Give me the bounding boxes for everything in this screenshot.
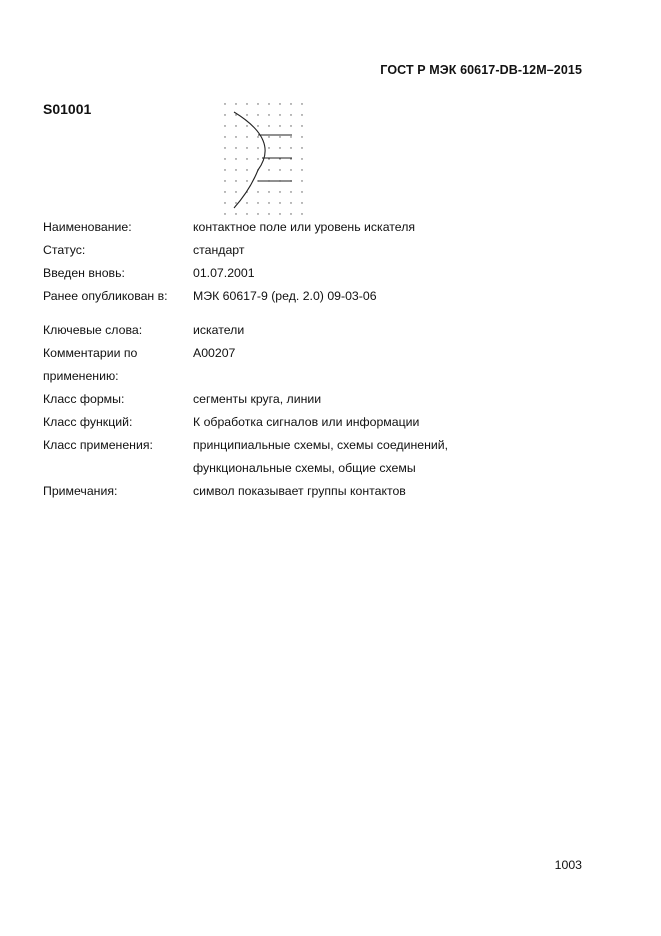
grid-dot [246,213,247,214]
field-comments [43,342,603,388]
grid-dot [224,114,225,115]
grid-dot [257,103,258,104]
grid-dot [235,136,236,137]
field-value: стандарт [193,243,245,257]
grid-dot [224,169,225,170]
grid-dot [246,202,247,203]
grid-dot [279,202,280,203]
grid-dot [279,191,280,192]
field-label [43,342,193,388]
grid-dot [224,213,225,214]
field-label: Примечания: [43,484,118,498]
grid-dot [224,180,225,181]
field-value-line: функциональные схемы, общие схемы [193,461,416,475]
grid-dot [301,191,302,192]
grid-dot [279,147,280,148]
field-label: Статус: [43,243,86,257]
grid-dot [268,169,269,170]
grid-dot [279,114,280,115]
symbol-metadata [43,216,603,503]
field-label: Класс формы: [43,392,125,406]
grid-dot [279,125,280,126]
grid-dot [235,213,236,214]
grid-dot [235,191,236,192]
grid-dot [235,180,236,181]
grid-dot [268,125,269,126]
field-value: 01.07.2001 [193,266,255,280]
grid-dot [224,136,225,137]
grid-dot [279,103,280,104]
grid-dot [224,202,225,203]
grid-dot [257,213,258,214]
field-label-line: применению: [43,369,119,383]
grid-dot [301,103,302,104]
grid-dot [268,114,269,115]
grid-dot [235,147,236,148]
grid-dot [235,114,236,115]
grid-dot [301,125,302,126]
document-standard-id: ГОСТ Р МЭК 60617-DB-12M–2015 [380,63,582,77]
grid-dot [246,169,247,170]
grid-dot [301,202,302,203]
field-keywords [43,319,603,342]
field-notes [43,480,603,503]
grid-dot [257,147,258,148]
grid-dot [224,125,225,126]
grid-dot [235,103,236,104]
grid-dot [279,136,280,137]
grid-dot [301,213,302,214]
grid-dot [290,125,291,126]
grid-dot [290,147,291,148]
field-label: Класс применения: [43,438,153,452]
symbol-figure [220,100,310,218]
field-value: искатели [193,323,245,337]
grid-dot [246,136,247,137]
field-status [43,239,603,262]
field-label-line: Комментарии по [43,346,138,360]
grid-dot [246,114,247,115]
grid-dot [257,191,258,192]
symbol-code: S01001 [43,101,92,117]
grid-dot [268,202,269,203]
grid-dot [290,136,291,137]
field-introduced [43,262,603,285]
grid-dot [301,158,302,159]
field-value: символ показывает группы контактов [193,484,406,498]
field-value: сегменты круга, линии [193,392,322,406]
grid-dot [268,191,269,192]
grid-dot [246,158,247,159]
grid-dot [290,103,291,104]
grid-dot [279,169,280,170]
field-label: Класс функций: [43,415,133,429]
grid-dot [268,213,269,214]
grid-dot [301,180,302,181]
grid-dot [290,191,291,192]
grid-dot [224,158,225,159]
grid-dot [246,125,247,126]
field-value: A00207 [193,346,236,360]
grid-dot [301,147,302,148]
grid-dot [246,180,247,181]
grid-dot [246,147,247,148]
grid-dot [235,125,236,126]
grid-dot [257,125,258,126]
field-label: Ранее опубликован в: [43,289,168,303]
grid-dot [235,202,236,203]
grid-dot [257,158,258,159]
grid-dot [224,103,225,104]
field-shape-class [43,388,603,411]
grid-dot [290,202,291,203]
field-application-class [43,434,603,480]
grid-dot [268,147,269,148]
contact-arc [234,112,265,208]
grid-dot [301,136,302,137]
grid-dot [301,169,302,170]
grid-dot [268,136,269,137]
field-name [43,216,603,239]
field-label: Введен вновь: [43,266,125,280]
grid-dot [224,147,225,148]
grid-dot [290,169,291,170]
page-number: 1003 [554,858,582,872]
field-published [43,285,603,308]
field-value: контактное поле или уровень искателя [193,220,416,234]
field-label: Наименование: [43,220,132,234]
grid-dot [224,191,225,192]
field-value: МЭК 60617-9 (ред. 2.0) 09-03-06 [193,289,377,303]
field-function-class [43,411,603,434]
grid-dot [257,114,258,115]
grid-dot [257,136,258,137]
field-value [193,434,603,480]
grid-dot [290,213,291,214]
field-value: К обработка сигналов или информации [193,415,420,429]
grid-dot [246,103,247,104]
grid-dot [279,213,280,214]
grid-dot [268,103,269,104]
grid-dot [235,158,236,159]
field-value-line: принципиальные схемы, схемы соединений, [193,438,449,452]
field-label: Ключевые слова: [43,323,143,337]
grid-dot [301,114,302,115]
grid-dot [257,202,258,203]
grid-dot [235,169,236,170]
grid-dot [290,114,291,115]
